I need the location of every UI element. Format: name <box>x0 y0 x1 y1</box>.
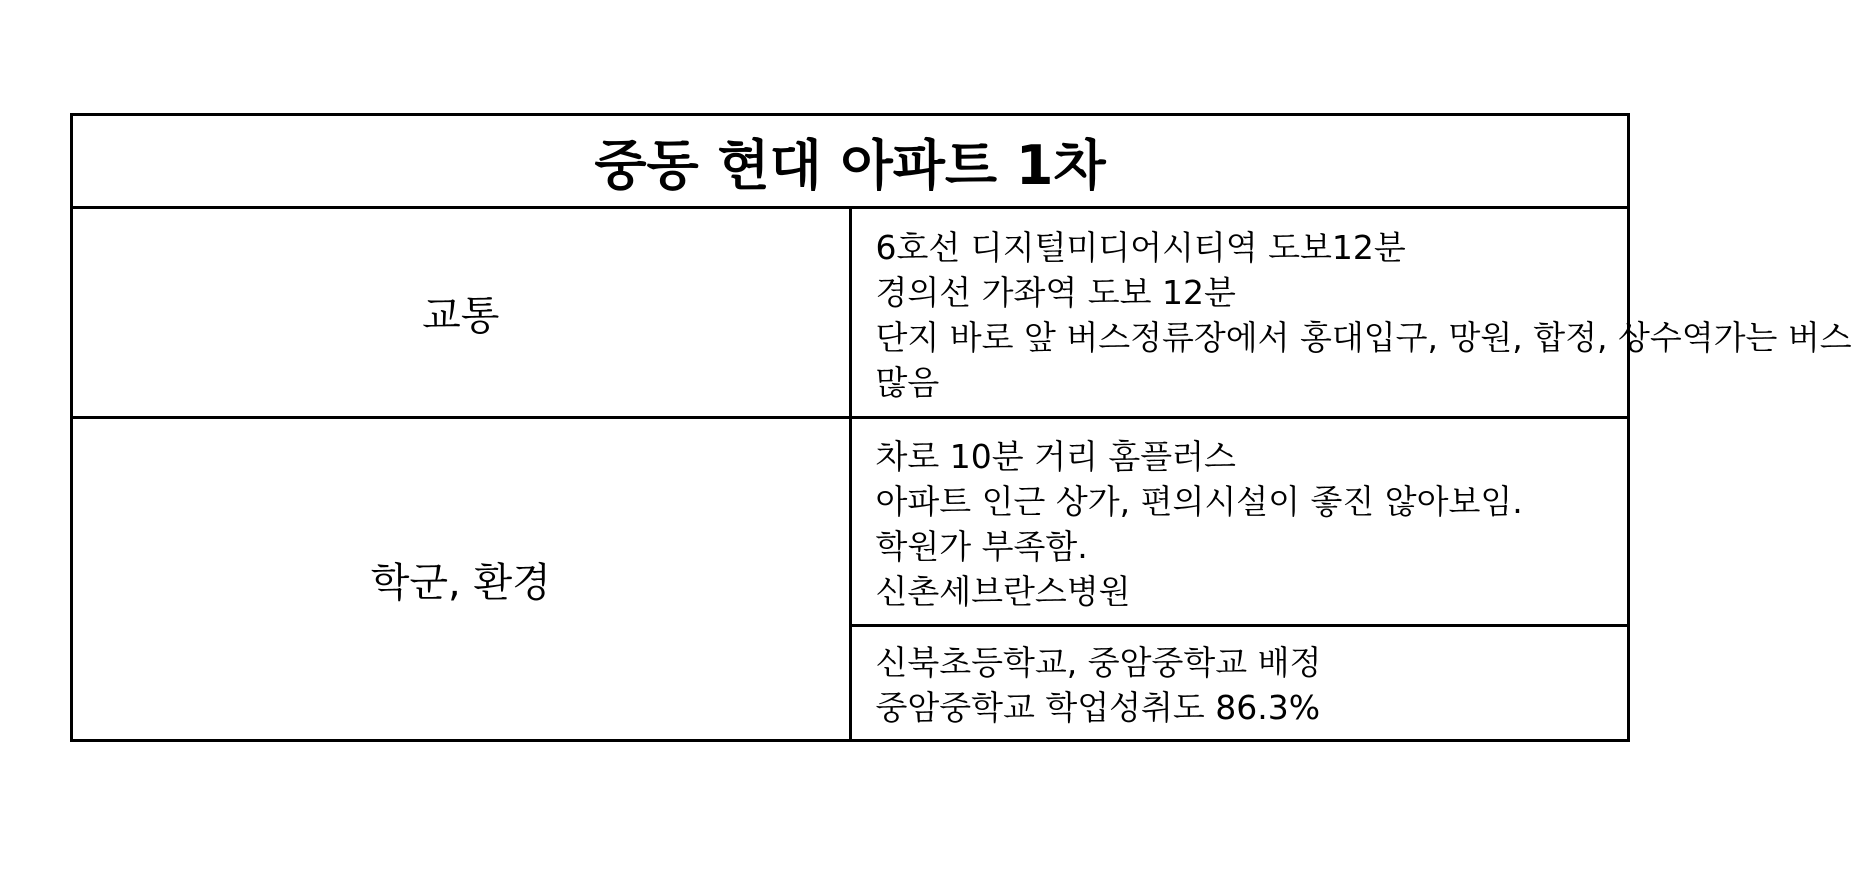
apartment-info-table <box>70 113 1852 742</box>
school-line: 중암중학교 학업성취도 86.3% <box>875 688 1321 727</box>
transport-line: 경의선 가좌역 도보 12분 <box>875 272 1236 312</box>
environment-line: 차로 10분 거리 홈플러스 <box>875 436 1236 476</box>
transport-details <box>850 208 1852 418</box>
table-row-environment <box>72 418 1629 626</box>
category-transport: 교통 <box>72 208 851 418</box>
environment-line: 아파트 인근 상가, 편의시설이 좋진 않아보임. <box>875 481 1523 521</box>
title-row <box>72 115 1629 208</box>
environment-details <box>850 418 1629 626</box>
category-environment: 학군, 환경 <box>72 418 851 741</box>
transport-line: 단지 바로 앞 버스정류장에서 홍대입구, 망원, 합정, 상수역가는 버스 <box>875 317 1852 357</box>
transport-line: 많음 <box>875 362 940 402</box>
environment-line: 신촌세브란스병원 <box>875 571 1131 611</box>
table-title: 중동 현대 아파트 1차 <box>72 115 1629 208</box>
environment-line: 학원가 부족함. <box>875 526 1088 566</box>
table-row-transport <box>72 208 1629 418</box>
transport-line: 6호선 디지털미디어시티역 도보12분 <box>875 227 1406 267</box>
school-details <box>850 626 1629 741</box>
school-line: 신북초등학교, 중암중학교 배정 <box>875 643 1322 682</box>
